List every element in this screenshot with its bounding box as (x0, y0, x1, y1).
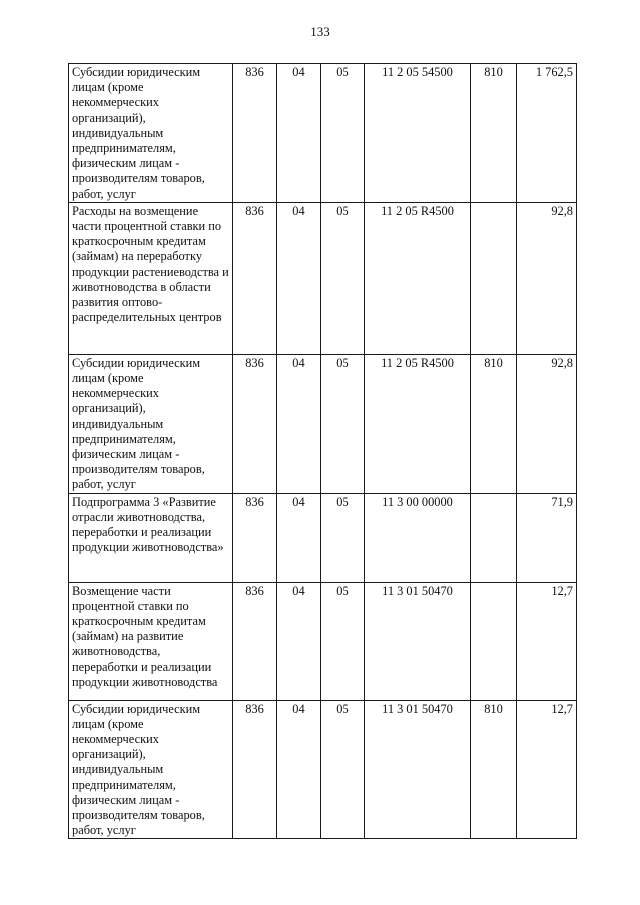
expense-type: 810 (484, 701, 503, 716)
subsection-code: 05 (336, 65, 349, 79)
row-name-cell (69, 582, 233, 700)
row-name: Субсидии юридическим лицам (кроме некоммерческих организаций), индивидуальным предпринимателям, физическим лицам - производителям товаров, работ, услуг (72, 65, 205, 201)
ministry-code-cell (233, 202, 277, 354)
ministry-code: 836 (245, 701, 264, 716)
target-article-cell (365, 582, 471, 700)
expense-type-cell (471, 64, 517, 203)
table-row (69, 202, 577, 354)
row-name-cell (69, 202, 233, 354)
section-code-cell (277, 202, 321, 354)
target-article-cell (365, 700, 471, 839)
target-article: 11 3 01 50470 (382, 701, 453, 716)
expense-type-cell (471, 493, 517, 582)
row-name-cell (69, 700, 233, 839)
ministry-code: 836 (245, 203, 264, 218)
amount-cell (517, 582, 577, 700)
expense-type-cell (471, 354, 517, 493)
expense-type-cell (471, 202, 517, 354)
subsection-code-cell (321, 493, 365, 582)
subsection-code-cell (321, 202, 365, 354)
page-number: 133 (310, 24, 330, 39)
amount-cell (517, 202, 577, 354)
section-code: 04 (292, 583, 305, 598)
ministry-code: 836 (245, 583, 264, 598)
expense-type-cell (471, 582, 517, 700)
target-article: 11 3 01 50470 (382, 583, 453, 598)
ministry-code-cell (233, 493, 277, 582)
table-row (69, 354, 577, 493)
expense-type: 810 (484, 355, 503, 370)
ministry-code: 836 (245, 494, 264, 509)
subsection-code: 05 (336, 355, 349, 370)
ministry-code-cell (233, 582, 277, 700)
ministry-code: 836 (245, 355, 264, 370)
amount: 92,8 (551, 203, 573, 218)
subsection-code: 05 (336, 701, 349, 716)
section-code-cell (277, 700, 321, 839)
subsection-code-cell (321, 700, 365, 839)
section-code: 04 (292, 65, 305, 79)
subsection-code-cell (321, 354, 365, 493)
amount-cell (517, 700, 577, 839)
amount: 12,7 (551, 583, 573, 598)
table-row (69, 700, 577, 839)
target-article-cell (365, 202, 471, 354)
target-article: 11 2 05 R4500 (381, 355, 454, 370)
expense-type-cell (471, 700, 517, 839)
row-name: Возмещение части процентной ставки по краткосрочным кредитам (займам) на развитие животноводства, переработки и реализации продукции животноводства (72, 583, 218, 689)
target-article: 11 2 05 R4500 (381, 203, 454, 218)
section-code-cell (277, 582, 321, 700)
subsection-code-cell (321, 582, 365, 700)
row-name: Расходы на возмещение части процентной ставки по краткосрочным кредитам (займам) на переработку продукции растениеводства и животноводства в области развития оптово-распределительных центров (72, 203, 229, 325)
subsection-code-cell (321, 64, 365, 203)
target-article-cell (365, 354, 471, 493)
ministry-code-cell (233, 64, 277, 203)
amount-cell (517, 493, 577, 582)
subsection-code: 05 (336, 203, 349, 218)
expense-type: 810 (484, 65, 503, 79)
row-name-cell (69, 64, 233, 203)
ministry-code-cell (233, 700, 277, 839)
subsection-code: 05 (336, 583, 349, 598)
row-name: Подпрограмма 3 «Развитие отрасли животноводства, переработки и реализации продукции животноводства» (72, 494, 224, 555)
amount-cell (517, 354, 577, 493)
row-name-cell (69, 493, 233, 582)
table-row (69, 582, 577, 700)
target-article-cell (365, 493, 471, 582)
subsection-code: 05 (336, 494, 349, 509)
amount: 1 762,5 (535, 65, 573, 79)
section-code: 04 (292, 355, 305, 370)
target-article: 11 2 05 54500 (382, 65, 453, 79)
amount: 92,8 (551, 355, 573, 370)
target-article-cell (365, 64, 471, 203)
budget-table (68, 63, 577, 839)
table-row (69, 64, 577, 203)
target-article: 11 3 00 00000 (382, 494, 453, 509)
section-code-cell (277, 64, 321, 203)
row-name: Субсидии юридическим лицам (кроме некоммерческих организаций), индивидуальным предпринимателям, физическим лицам - производителям товаров, работ, услуг (72, 701, 205, 838)
section-code: 04 (292, 203, 305, 218)
row-name-cell (69, 354, 233, 493)
section-code: 04 (292, 701, 305, 716)
table-row (69, 493, 577, 582)
amount-cell (517, 64, 577, 203)
ministry-code-cell (233, 354, 277, 493)
amount: 71,9 (551, 494, 573, 509)
section-code-cell (277, 354, 321, 493)
section-code-cell (277, 493, 321, 582)
ministry-code: 836 (245, 65, 264, 79)
section-code: 04 (292, 494, 305, 509)
amount: 12,7 (551, 701, 573, 716)
row-name: Субсидии юридическим лицам (кроме некоммерческих организаций), индивидуальным предпринимателям, физическим лицам - производителям товаров, работ, услуг (72, 355, 205, 492)
